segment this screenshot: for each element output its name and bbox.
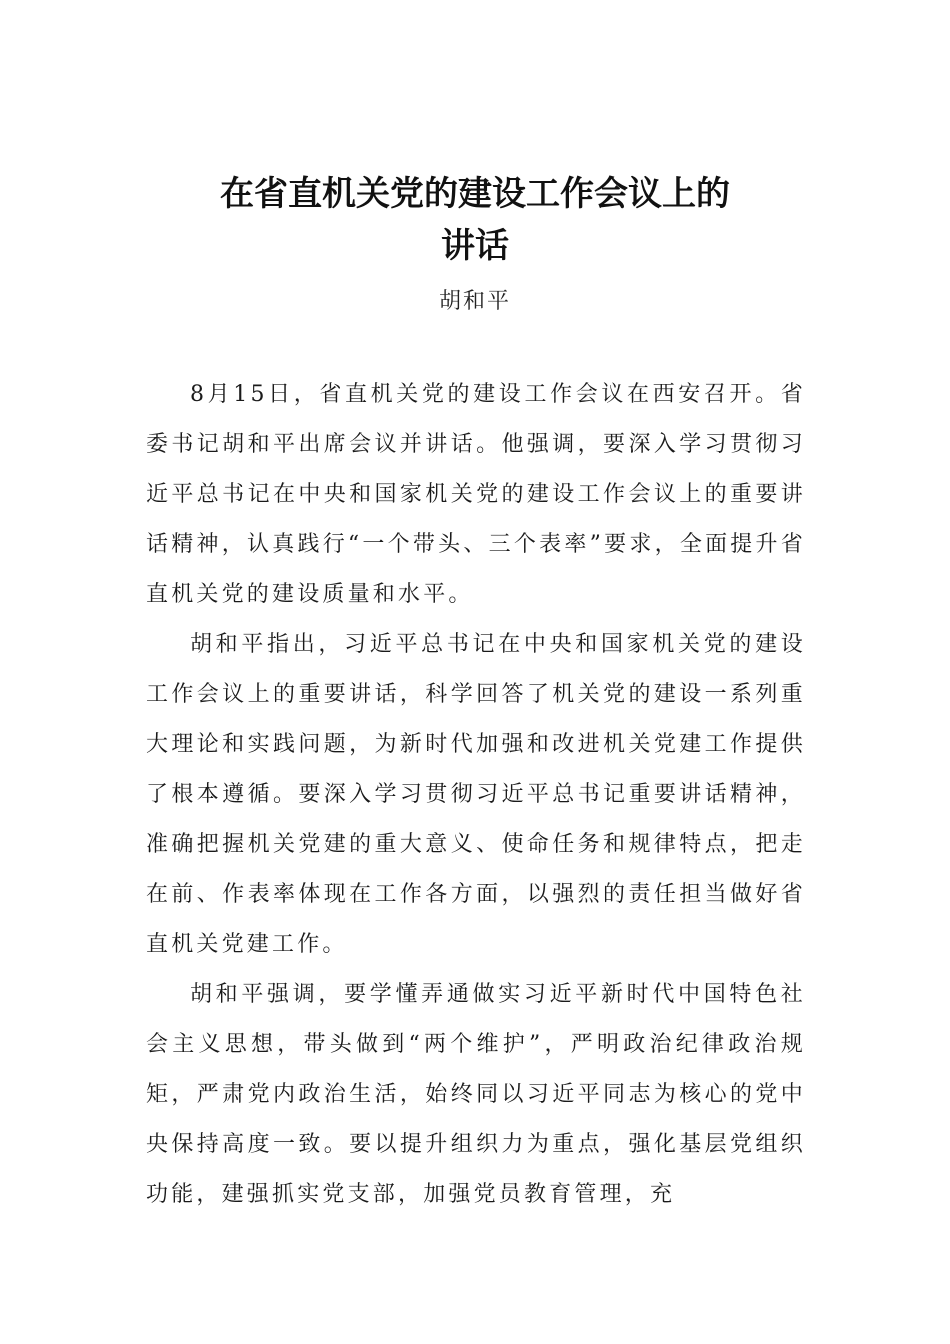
document-title-line-1: 在省直机关党的建设工作会议上的	[220, 174, 730, 214]
document-author: 胡和平	[438, 289, 511, 314]
document-title-line-2: 讲话	[441, 226, 509, 266]
document-body	[146, 370, 806, 1220]
body-paragraph-2: 胡和平指出，习近平总书记在中央和国家机关党的建设工作会议上的重要讲话，科学回答了机关党的建设一系列重大理论和实践问题，为新时代加强和改进机关党建工作提供了根本遵循。要深入学习贯彻习近平总书记重要讲话精神，准确把握机关党建的重大意义、使命任务和规律特点，把走在前、作表率体现在工作各方面，以强烈的责任担当做好省直机关党建工作。	[146, 632, 806, 957]
body-paragraph-1: 8月15日，省直机关党的建设工作会议在西安召开。省委书记胡和平出席会议并讲话。他强调，要深入学习贯彻习近平总书记在中央和国家机关党的建设工作会议上的重要讲话精神，认真践行“一个带头、三个表率”要求，全面提升省直机关党的建设质量和水平。	[146, 382, 806, 607]
body-paragraph-3: 胡和平强调，要学懂弄通做实习近平新时代中国特色社会主义思想，带头做到“两个维护”，严明政治纪律政治规矩，严肃党内政治生活，始终同以习近平同志为核心的党中央保持高度一致。要以提升组织力为重点，强化基层党组织功能，建强抓实党支部，加强党员教育管理，充	[146, 982, 806, 1207]
